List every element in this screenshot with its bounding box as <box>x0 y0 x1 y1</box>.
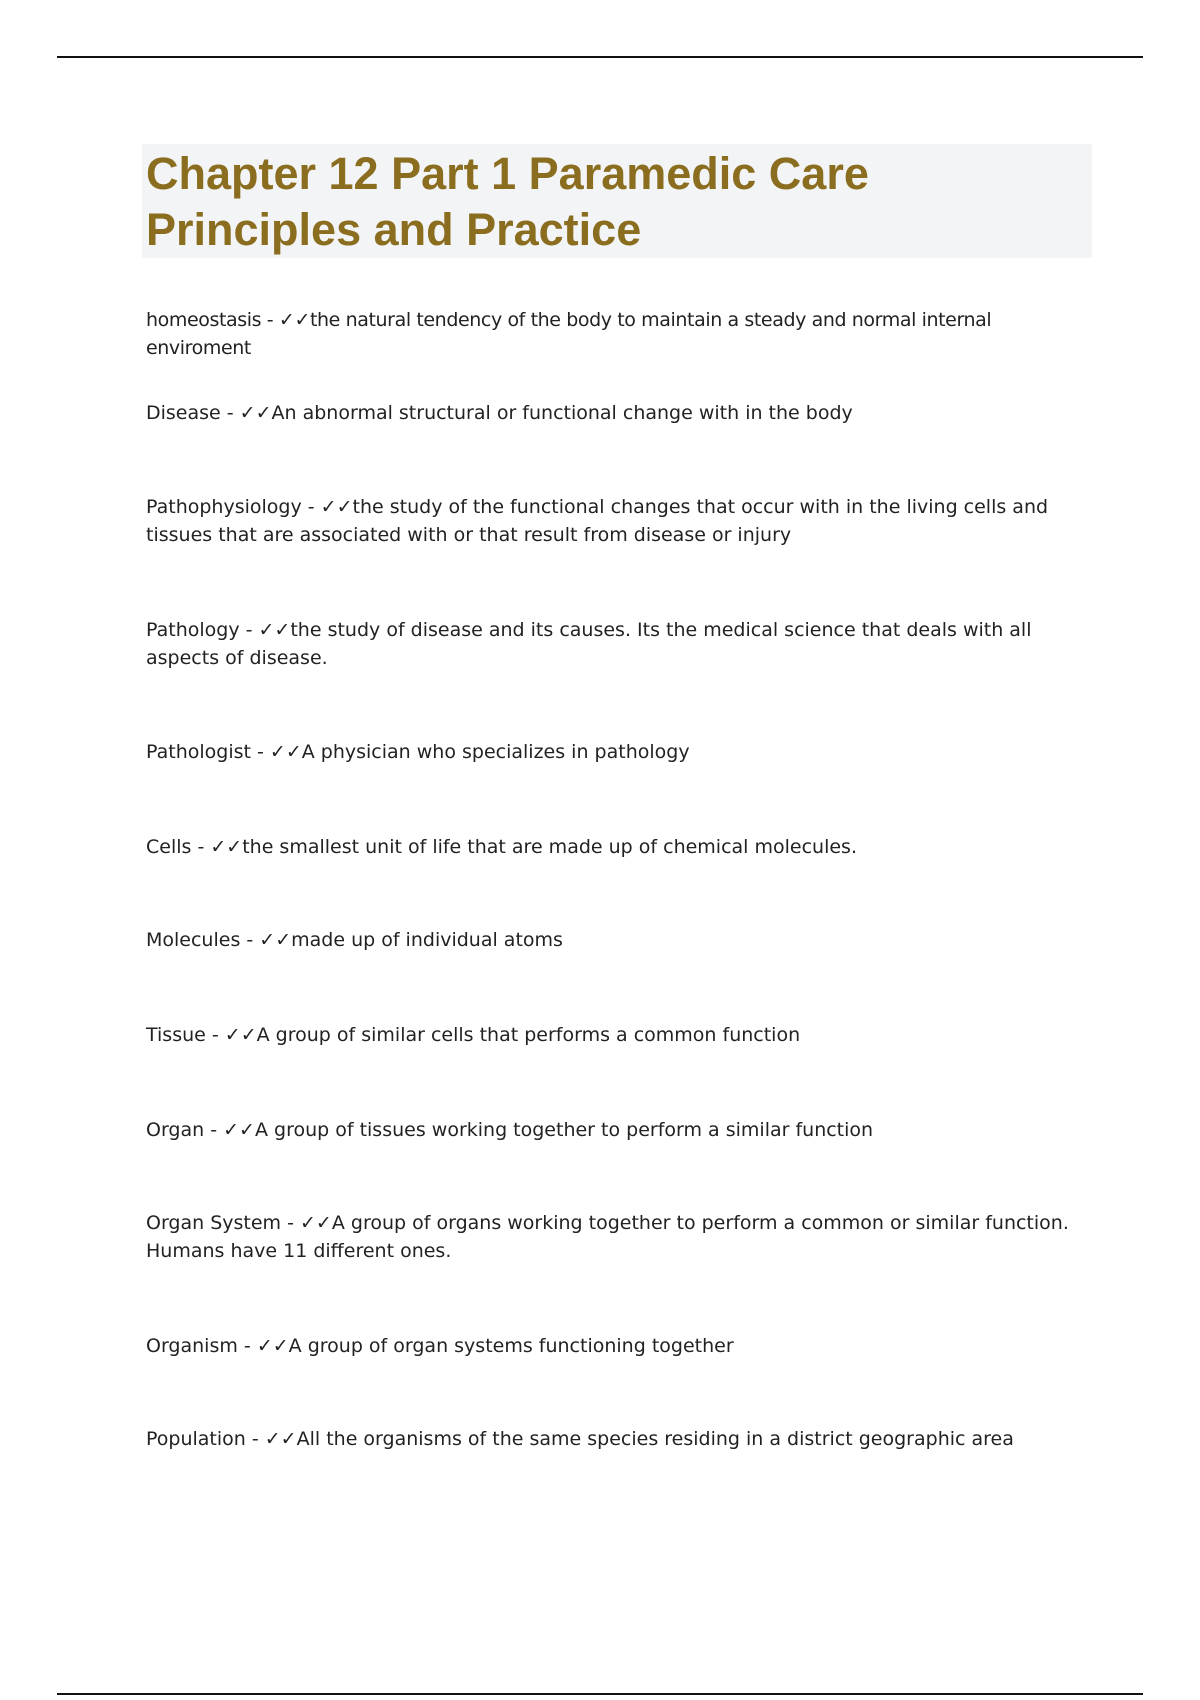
glossary-entry <box>146 493 1096 549</box>
entry-definition: the natural tendency of the body to maintain a steady and normal internal enviroment <box>146 309 992 359</box>
entry-term: Pathology <box>146 619 240 641</box>
check-mark-icon: ✓✓ <box>239 402 272 424</box>
entry-separator: - <box>250 741 270 763</box>
entry-term: Organ System <box>146 1212 282 1234</box>
check-mark-icon: ✓✓ <box>210 836 243 858</box>
entry-separator: - <box>301 496 321 518</box>
entry-definition: made up of individual atoms <box>291 929 563 951</box>
top-divider <box>57 56 1143 58</box>
entry-term: Tissue <box>146 1024 206 1046</box>
entry-definition: An abnormal structural or functional change with in the body <box>271 402 853 424</box>
glossary-entry <box>146 399 1096 427</box>
glossary-entry <box>146 616 1096 672</box>
page-title-line-2: Principles and Practice <box>146 204 642 255</box>
check-mark-icon: ✓✓ <box>259 929 292 951</box>
check-mark-icon: ✓✓ <box>256 1335 289 1357</box>
entry-separator: - <box>281 1212 301 1234</box>
check-mark-icon: ✓✓ <box>258 619 291 641</box>
entry-definition: All the organisms of the same species residing in a district geographic area <box>296 1428 1014 1450</box>
entry-separator: - <box>205 1024 225 1046</box>
entry-separator: - <box>191 836 211 858</box>
entry-definition: A physician who specializes in pathology <box>301 741 690 763</box>
glossary-entry <box>146 1209 1096 1265</box>
entry-term: Cells <box>146 836 192 858</box>
entry-separator: - <box>240 929 260 951</box>
entry-definition: the study of disease and its causes. Its the medical science that deals with all aspects of disease. <box>146 619 1032 669</box>
glossary-entry <box>146 1021 1096 1049</box>
entry-separator: - <box>237 1335 257 1357</box>
page-title-line-1: Chapter 12 Part 1 Paramedic Care <box>146 148 869 199</box>
glossary-entry <box>146 738 1096 766</box>
check-mark-icon: ✓✓ <box>300 1212 332 1234</box>
glossary-entry <box>146 1116 1096 1144</box>
entry-term: Pathophysiology <box>146 496 302 518</box>
check-mark-icon: ✓✓ <box>264 1428 297 1450</box>
entry-term: homeostasis <box>146 309 262 331</box>
entry-definition: the study of the functional changes that occur with in the living cells and tissues that are associated with or that result from disease or injury <box>146 496 1049 546</box>
check-mark-icon: ✓✓ <box>278 309 310 331</box>
glossary-entry <box>146 1425 1096 1453</box>
entry-term: Molecules <box>146 929 241 951</box>
glossary-entry <box>146 833 1096 861</box>
glossary-entry <box>146 926 1096 954</box>
entry-separator: - <box>245 1428 265 1450</box>
bottom-divider <box>57 1693 1143 1695</box>
entry-separator: - <box>220 402 240 424</box>
entry-term: Disease <box>146 402 221 424</box>
entry-term: Organ <box>146 1119 205 1141</box>
entry-term: Population <box>146 1428 246 1450</box>
check-mark-icon: ✓✓ <box>224 1024 257 1046</box>
glossary-entry <box>146 1332 1096 1360</box>
entry-definition: A group of organs working together to perform a common or similar function. Humans have 11 different ones. <box>146 1212 1069 1262</box>
entry-definition: A group of organ systems functioning together <box>288 1335 734 1357</box>
entry-definition: the smallest unit of life that are made up of chemical molecules. <box>242 836 857 858</box>
entry-definition: A group of tissues working together to perform a similar function <box>254 1119 874 1141</box>
check-mark-icon: ✓✓ <box>269 741 302 763</box>
entry-separator: - <box>204 1119 224 1141</box>
check-mark-icon: ✓✓ <box>223 1119 255 1141</box>
entry-term: Pathologist <box>146 741 251 763</box>
check-mark-icon: ✓✓ <box>320 496 353 518</box>
glossary-entry <box>146 306 1096 362</box>
entry-separator: - <box>261 309 279 331</box>
entry-term: Organism <box>146 1335 238 1357</box>
entry-separator: - <box>239 619 259 641</box>
entry-definition: A group of similar cells that performs a common function <box>256 1024 801 1046</box>
